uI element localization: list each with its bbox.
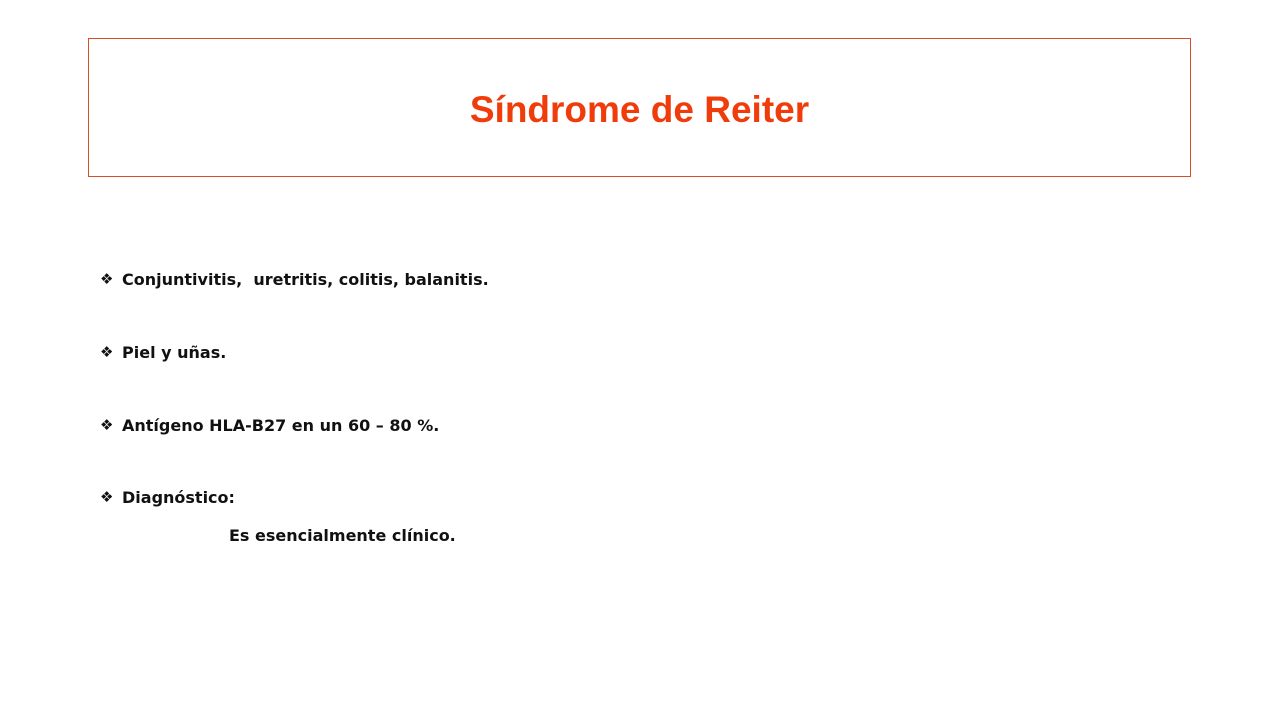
- diagnosis-detail: Es esencialmente clínico.: [229, 525, 456, 545]
- four-diamond-icon: ❖: [100, 416, 114, 434]
- bullet-item-2: [100, 339, 489, 365]
- bullet-item-3: [100, 412, 489, 438]
- bullet-text-3: Antígeno HLA-B27 en un 60 – 80 %.: [122, 415, 440, 435]
- slide-title: Síndrome de Reiter: [469, 89, 810, 130]
- four-diamond-icon: ❖: [100, 343, 114, 361]
- bullet-item-4: [100, 484, 489, 510]
- four-diamond-icon: ❖: [100, 488, 114, 506]
- bullet-text-4: Diagnóstico:: [122, 487, 235, 507]
- bullet-item-1: [100, 266, 489, 292]
- title-box: [88, 38, 1191, 177]
- bullet-text-1: Conjuntivitis, uretritis, colitis, balanitis.: [122, 269, 489, 289]
- four-diamond-icon: ❖: [100, 270, 114, 288]
- bullet-text-2: Piel y uñas.: [122, 342, 227, 362]
- bullet-list: [100, 266, 489, 510]
